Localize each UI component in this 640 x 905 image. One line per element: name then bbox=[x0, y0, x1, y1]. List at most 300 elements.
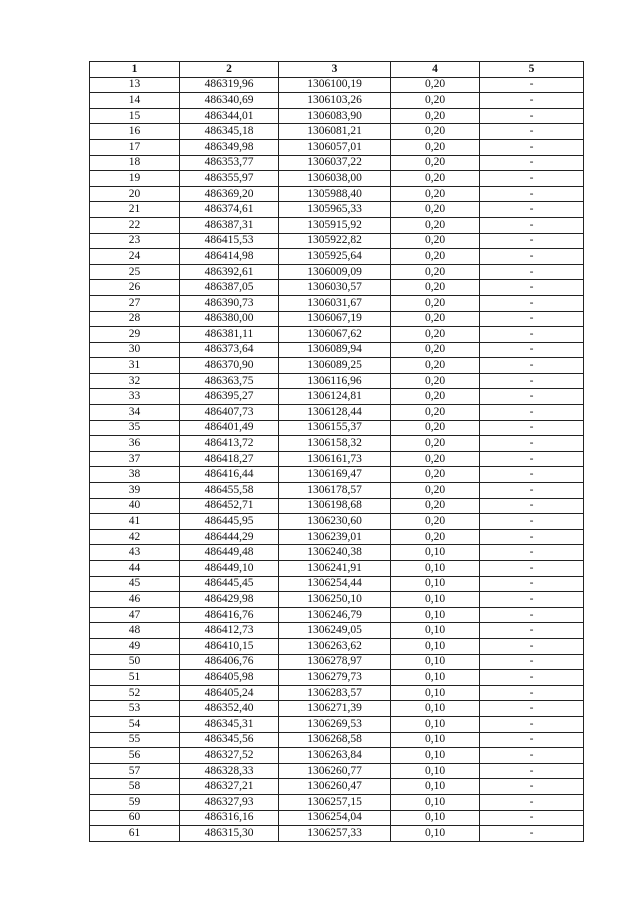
note-cell: - bbox=[480, 670, 584, 686]
x-coordinate-cell: 486327,52 bbox=[180, 748, 279, 764]
point-number-cell: 44 bbox=[90, 561, 180, 577]
point-number-cell: 52 bbox=[90, 685, 180, 701]
table-row bbox=[90, 748, 584, 764]
value-cell: 0,20 bbox=[391, 264, 480, 280]
note-cell: - bbox=[480, 498, 584, 514]
x-coordinate-cell: 486407,73 bbox=[180, 405, 279, 421]
y-coordinate-cell: 1306246,79 bbox=[279, 607, 391, 623]
y-coordinate-cell: 1306254,04 bbox=[279, 810, 391, 826]
y-coordinate-cell: 1306241,91 bbox=[279, 561, 391, 577]
note-cell: - bbox=[480, 623, 584, 639]
y-coordinate-cell: 1306239,01 bbox=[279, 529, 391, 545]
note-cell: - bbox=[480, 607, 584, 623]
x-coordinate-cell: 486344,01 bbox=[180, 108, 279, 124]
x-coordinate-cell: 486429,98 bbox=[180, 592, 279, 608]
value-cell: 0,20 bbox=[391, 451, 480, 467]
table-row bbox=[90, 451, 584, 467]
y-coordinate-cell: 1306249,05 bbox=[279, 623, 391, 639]
x-coordinate-cell: 486353,77 bbox=[180, 155, 279, 171]
value-cell: 0,20 bbox=[391, 155, 480, 171]
value-cell: 0,20 bbox=[391, 186, 480, 202]
x-coordinate-cell: 486370,90 bbox=[180, 358, 279, 374]
value-cell: 0,20 bbox=[391, 295, 480, 311]
x-coordinate-cell: 486406,76 bbox=[180, 654, 279, 670]
table-row bbox=[90, 498, 584, 514]
table-row bbox=[90, 311, 584, 327]
y-coordinate-cell: 1306278,97 bbox=[279, 654, 391, 670]
y-coordinate-cell: 1306067,62 bbox=[279, 327, 391, 343]
x-coordinate-cell: 486390,73 bbox=[180, 295, 279, 311]
note-cell: - bbox=[480, 171, 584, 187]
x-coordinate-cell: 486405,24 bbox=[180, 685, 279, 701]
table-row bbox=[90, 217, 584, 233]
point-number-cell: 61 bbox=[90, 826, 180, 842]
y-coordinate-cell: 1306057,01 bbox=[279, 139, 391, 155]
value-cell: 0,20 bbox=[391, 373, 480, 389]
table-row bbox=[90, 202, 584, 218]
point-number-cell: 50 bbox=[90, 654, 180, 670]
x-coordinate-cell: 486414,98 bbox=[180, 249, 279, 265]
table-row bbox=[90, 139, 584, 155]
x-coordinate-cell: 486449,10 bbox=[180, 561, 279, 577]
y-coordinate-cell: 1306116,96 bbox=[279, 373, 391, 389]
x-coordinate-cell: 486387,31 bbox=[180, 217, 279, 233]
value-cell: 0,20 bbox=[391, 93, 480, 109]
value-cell: 0,20 bbox=[391, 202, 480, 218]
point-number-cell: 14 bbox=[90, 93, 180, 109]
note-cell: - bbox=[480, 311, 584, 327]
table-row bbox=[90, 467, 584, 483]
value-cell: 0,10 bbox=[391, 654, 480, 670]
point-number-cell: 33 bbox=[90, 389, 180, 405]
x-coordinate-cell: 486401,49 bbox=[180, 420, 279, 436]
x-coordinate-cell: 486405,98 bbox=[180, 670, 279, 686]
point-number-cell: 18 bbox=[90, 155, 180, 171]
x-coordinate-cell: 486413,72 bbox=[180, 436, 279, 452]
table-row bbox=[90, 373, 584, 389]
point-number-cell: 30 bbox=[90, 342, 180, 358]
table-row bbox=[90, 794, 584, 810]
value-cell: 0,10 bbox=[391, 716, 480, 732]
point-number-cell: 41 bbox=[90, 514, 180, 530]
point-number-cell: 15 bbox=[90, 108, 180, 124]
point-number-cell: 28 bbox=[90, 311, 180, 327]
point-number-cell: 58 bbox=[90, 779, 180, 795]
table-row bbox=[90, 389, 584, 405]
point-number-cell: 46 bbox=[90, 592, 180, 608]
value-cell: 0,10 bbox=[391, 545, 480, 561]
note-cell: - bbox=[480, 529, 584, 545]
note-cell: - bbox=[480, 405, 584, 421]
value-cell: 0,10 bbox=[391, 607, 480, 623]
y-coordinate-cell: 1306124,81 bbox=[279, 389, 391, 405]
table-body bbox=[90, 77, 584, 841]
y-coordinate-cell: 1306257,33 bbox=[279, 826, 391, 842]
point-number-cell: 22 bbox=[90, 217, 180, 233]
point-number-cell: 35 bbox=[90, 420, 180, 436]
x-coordinate-cell: 486345,31 bbox=[180, 716, 279, 732]
y-coordinate-cell: 1305915,92 bbox=[279, 217, 391, 233]
note-cell: - bbox=[480, 77, 584, 93]
y-coordinate-cell: 1306178,57 bbox=[279, 483, 391, 499]
x-coordinate-cell: 486349,98 bbox=[180, 139, 279, 155]
column-header-2: 2 bbox=[180, 62, 279, 78]
point-number-cell: 39 bbox=[90, 483, 180, 499]
note-cell: - bbox=[480, 233, 584, 249]
y-coordinate-cell: 1306067,19 bbox=[279, 311, 391, 327]
y-coordinate-cell: 1306161,73 bbox=[279, 451, 391, 467]
y-coordinate-cell: 1306250,10 bbox=[279, 592, 391, 608]
x-coordinate-cell: 486416,44 bbox=[180, 467, 279, 483]
note-cell: - bbox=[480, 685, 584, 701]
point-number-cell: 20 bbox=[90, 186, 180, 202]
note-cell: - bbox=[480, 467, 584, 483]
y-coordinate-cell: 1306279,73 bbox=[279, 670, 391, 686]
table-row bbox=[90, 592, 584, 608]
x-coordinate-cell: 486345,18 bbox=[180, 124, 279, 140]
note-cell: - bbox=[480, 638, 584, 654]
value-cell: 0,20 bbox=[391, 249, 480, 265]
note-cell: - bbox=[480, 186, 584, 202]
note-cell: - bbox=[480, 358, 584, 374]
value-cell: 0,10 bbox=[391, 779, 480, 795]
point-number-cell: 51 bbox=[90, 670, 180, 686]
note-cell: - bbox=[480, 202, 584, 218]
point-number-cell: 32 bbox=[90, 373, 180, 389]
note-cell: - bbox=[480, 561, 584, 577]
value-cell: 0,20 bbox=[391, 342, 480, 358]
table-row bbox=[90, 826, 584, 842]
table-row bbox=[90, 810, 584, 826]
note-cell: - bbox=[480, 280, 584, 296]
point-number-cell: 57 bbox=[90, 763, 180, 779]
y-coordinate-cell: 1306089,94 bbox=[279, 342, 391, 358]
table-row bbox=[90, 93, 584, 109]
table-header bbox=[90, 62, 584, 78]
y-coordinate-cell: 1306198,68 bbox=[279, 498, 391, 514]
value-cell: 0,10 bbox=[391, 576, 480, 592]
note-cell: - bbox=[480, 701, 584, 717]
point-number-cell: 54 bbox=[90, 716, 180, 732]
table-row bbox=[90, 264, 584, 280]
value-cell: 0,20 bbox=[391, 233, 480, 249]
table-row bbox=[90, 327, 584, 343]
table-row bbox=[90, 124, 584, 140]
x-coordinate-cell: 486445,45 bbox=[180, 576, 279, 592]
x-coordinate-cell: 486315,30 bbox=[180, 826, 279, 842]
table-row bbox=[90, 77, 584, 93]
y-coordinate-cell: 1306155,37 bbox=[279, 420, 391, 436]
point-number-cell: 19 bbox=[90, 171, 180, 187]
y-coordinate-cell: 1306128,44 bbox=[279, 405, 391, 421]
y-coordinate-cell: 1306103,26 bbox=[279, 93, 391, 109]
y-coordinate-cell: 1306030,57 bbox=[279, 280, 391, 296]
table-row bbox=[90, 779, 584, 795]
x-coordinate-cell: 486355,97 bbox=[180, 171, 279, 187]
table-row bbox=[90, 280, 584, 296]
table-row bbox=[90, 763, 584, 779]
column-header-4: 4 bbox=[391, 62, 480, 78]
x-coordinate-cell: 486452,71 bbox=[180, 498, 279, 514]
x-coordinate-cell: 486395,27 bbox=[180, 389, 279, 405]
value-cell: 0,10 bbox=[391, 670, 480, 686]
note-cell: - bbox=[480, 93, 584, 109]
point-number-cell: 45 bbox=[90, 576, 180, 592]
note-cell: - bbox=[480, 264, 584, 280]
x-coordinate-cell: 486373,64 bbox=[180, 342, 279, 358]
note-cell: - bbox=[480, 389, 584, 405]
y-coordinate-cell: 1306037,22 bbox=[279, 155, 391, 171]
y-coordinate-cell: 1306269,53 bbox=[279, 716, 391, 732]
value-cell: 0,10 bbox=[391, 794, 480, 810]
note-cell: - bbox=[480, 124, 584, 140]
note-cell: - bbox=[480, 420, 584, 436]
y-coordinate-cell: 1306009,09 bbox=[279, 264, 391, 280]
table-row bbox=[90, 514, 584, 530]
table-row bbox=[90, 436, 584, 452]
point-number-cell: 27 bbox=[90, 295, 180, 311]
point-number-cell: 47 bbox=[90, 607, 180, 623]
table-row bbox=[90, 685, 584, 701]
point-number-cell: 29 bbox=[90, 327, 180, 343]
point-number-cell: 37 bbox=[90, 451, 180, 467]
x-coordinate-cell: 486455,58 bbox=[180, 483, 279, 499]
y-coordinate-cell: 1306263,84 bbox=[279, 748, 391, 764]
x-coordinate-cell: 486340,69 bbox=[180, 93, 279, 109]
table-row bbox=[90, 358, 584, 374]
note-cell: - bbox=[480, 436, 584, 452]
point-number-cell: 17 bbox=[90, 139, 180, 155]
table-row bbox=[90, 342, 584, 358]
table-row bbox=[90, 607, 584, 623]
value-cell: 0,10 bbox=[391, 810, 480, 826]
point-number-cell: 55 bbox=[90, 732, 180, 748]
point-number-cell: 60 bbox=[90, 810, 180, 826]
value-cell: 0,10 bbox=[391, 748, 480, 764]
point-number-cell: 34 bbox=[90, 405, 180, 421]
table-row bbox=[90, 638, 584, 654]
table-row bbox=[90, 576, 584, 592]
value-cell: 0,20 bbox=[391, 483, 480, 499]
x-coordinate-cell: 486412,73 bbox=[180, 623, 279, 639]
value-cell: 0,10 bbox=[391, 763, 480, 779]
note-cell: - bbox=[480, 483, 584, 499]
point-number-cell: 21 bbox=[90, 202, 180, 218]
y-coordinate-cell: 1306100,19 bbox=[279, 77, 391, 93]
value-cell: 0,20 bbox=[391, 108, 480, 124]
table-row bbox=[90, 716, 584, 732]
table-row bbox=[90, 623, 584, 639]
value-cell: 0,20 bbox=[391, 124, 480, 140]
y-coordinate-cell: 1306230,60 bbox=[279, 514, 391, 530]
note-cell: - bbox=[480, 139, 584, 155]
x-coordinate-cell: 486418,27 bbox=[180, 451, 279, 467]
point-number-cell: 49 bbox=[90, 638, 180, 654]
note-cell: - bbox=[480, 451, 584, 467]
table-row bbox=[90, 171, 584, 187]
value-cell: 0,20 bbox=[391, 217, 480, 233]
note-cell: - bbox=[480, 763, 584, 779]
point-number-cell: 42 bbox=[90, 529, 180, 545]
y-coordinate-cell: 1306271,39 bbox=[279, 701, 391, 717]
value-cell: 0,20 bbox=[391, 529, 480, 545]
point-number-cell: 43 bbox=[90, 545, 180, 561]
note-cell: - bbox=[480, 826, 584, 842]
y-coordinate-cell: 1306089,25 bbox=[279, 358, 391, 374]
note-cell: - bbox=[480, 748, 584, 764]
table-row bbox=[90, 295, 584, 311]
table-row bbox=[90, 732, 584, 748]
note-cell: - bbox=[480, 327, 584, 343]
x-coordinate-cell: 486380,00 bbox=[180, 311, 279, 327]
point-number-cell: 40 bbox=[90, 498, 180, 514]
point-number-cell: 48 bbox=[90, 623, 180, 639]
y-coordinate-cell: 1306254,44 bbox=[279, 576, 391, 592]
note-cell: - bbox=[480, 576, 584, 592]
x-coordinate-cell: 486415,53 bbox=[180, 233, 279, 249]
note-cell: - bbox=[480, 810, 584, 826]
y-coordinate-cell: 1305922,82 bbox=[279, 233, 391, 249]
y-coordinate-cell: 1305965,33 bbox=[279, 202, 391, 218]
value-cell: 0,20 bbox=[391, 358, 480, 374]
value-cell: 0,10 bbox=[391, 685, 480, 701]
point-number-cell: 25 bbox=[90, 264, 180, 280]
x-coordinate-cell: 486316,16 bbox=[180, 810, 279, 826]
point-number-cell: 38 bbox=[90, 467, 180, 483]
y-coordinate-cell: 1305925,64 bbox=[279, 249, 391, 265]
y-coordinate-cell: 1306260,47 bbox=[279, 779, 391, 795]
note-cell: - bbox=[480, 779, 584, 795]
x-coordinate-cell: 486374,61 bbox=[180, 202, 279, 218]
table-row bbox=[90, 545, 584, 561]
x-coordinate-cell: 486369,20 bbox=[180, 186, 279, 202]
note-cell: - bbox=[480, 249, 584, 265]
table-row bbox=[90, 561, 584, 577]
table-row bbox=[90, 233, 584, 249]
point-number-cell: 26 bbox=[90, 280, 180, 296]
value-cell: 0,20 bbox=[391, 420, 480, 436]
value-cell: 0,20 bbox=[391, 139, 480, 155]
y-coordinate-cell: 1306240,38 bbox=[279, 545, 391, 561]
column-header-1: 1 bbox=[90, 62, 180, 78]
value-cell: 0,20 bbox=[391, 311, 480, 327]
point-number-cell: 36 bbox=[90, 436, 180, 452]
note-cell: - bbox=[480, 108, 584, 124]
x-coordinate-cell: 486410,15 bbox=[180, 638, 279, 654]
point-number-cell: 24 bbox=[90, 249, 180, 265]
column-header-5: 5 bbox=[480, 62, 584, 78]
value-cell: 0,10 bbox=[391, 561, 480, 577]
y-coordinate-cell: 1306283,57 bbox=[279, 685, 391, 701]
table-row bbox=[90, 483, 584, 499]
note-cell: - bbox=[480, 545, 584, 561]
table-row bbox=[90, 186, 584, 202]
y-coordinate-cell: 1306260,77 bbox=[279, 763, 391, 779]
x-coordinate-cell: 486449,48 bbox=[180, 545, 279, 561]
note-cell: - bbox=[480, 794, 584, 810]
table-row bbox=[90, 155, 584, 171]
value-cell: 0,10 bbox=[391, 826, 480, 842]
y-coordinate-cell: 1306263,62 bbox=[279, 638, 391, 654]
x-coordinate-cell: 486345,56 bbox=[180, 732, 279, 748]
x-coordinate-cell: 486319,96 bbox=[180, 77, 279, 93]
note-cell: - bbox=[480, 654, 584, 670]
table-row bbox=[90, 670, 584, 686]
header-row bbox=[90, 62, 584, 78]
table-row bbox=[90, 529, 584, 545]
x-coordinate-cell: 486327,93 bbox=[180, 794, 279, 810]
table-row bbox=[90, 108, 584, 124]
y-coordinate-cell: 1306169,47 bbox=[279, 467, 391, 483]
point-number-cell: 59 bbox=[90, 794, 180, 810]
note-cell: - bbox=[480, 155, 584, 171]
x-coordinate-cell: 486416,76 bbox=[180, 607, 279, 623]
value-cell: 0,20 bbox=[391, 389, 480, 405]
value-cell: 0,10 bbox=[391, 638, 480, 654]
table-row bbox=[90, 420, 584, 436]
note-cell: - bbox=[480, 732, 584, 748]
y-coordinate-cell: 1305988,40 bbox=[279, 186, 391, 202]
table-row bbox=[90, 405, 584, 421]
point-number-cell: 16 bbox=[90, 124, 180, 140]
value-cell: 0,20 bbox=[391, 467, 480, 483]
y-coordinate-cell: 1306257,15 bbox=[279, 794, 391, 810]
table-row bbox=[90, 249, 584, 265]
value-cell: 0,10 bbox=[391, 701, 480, 717]
y-coordinate-cell: 1306083,90 bbox=[279, 108, 391, 124]
point-number-cell: 56 bbox=[90, 748, 180, 764]
x-coordinate-cell: 486327,21 bbox=[180, 779, 279, 795]
note-cell: - bbox=[480, 217, 584, 233]
note-cell: - bbox=[480, 514, 584, 530]
y-coordinate-cell: 1306081,21 bbox=[279, 124, 391, 140]
x-coordinate-cell: 486363,75 bbox=[180, 373, 279, 389]
point-number-cell: 31 bbox=[90, 358, 180, 374]
y-coordinate-cell: 1306268,58 bbox=[279, 732, 391, 748]
y-coordinate-cell: 1306158,32 bbox=[279, 436, 391, 452]
table-row bbox=[90, 701, 584, 717]
value-cell: 0,20 bbox=[391, 77, 480, 93]
x-coordinate-cell: 486392,61 bbox=[180, 264, 279, 280]
x-coordinate-cell: 486352,40 bbox=[180, 701, 279, 717]
value-cell: 0,10 bbox=[391, 732, 480, 748]
note-cell: - bbox=[480, 342, 584, 358]
value-cell: 0,10 bbox=[391, 623, 480, 639]
table-row bbox=[90, 654, 584, 670]
y-coordinate-cell: 1306031,67 bbox=[279, 295, 391, 311]
x-coordinate-cell: 486445,95 bbox=[180, 514, 279, 530]
value-cell: 0,20 bbox=[391, 327, 480, 343]
value-cell: 0,20 bbox=[391, 405, 480, 421]
note-cell: - bbox=[480, 295, 584, 311]
point-number-cell: 13 bbox=[90, 77, 180, 93]
value-cell: 0,20 bbox=[391, 514, 480, 530]
note-cell: - bbox=[480, 592, 584, 608]
x-coordinate-cell: 486387,05 bbox=[180, 280, 279, 296]
value-cell: 0,20 bbox=[391, 280, 480, 296]
column-header-3: 3 bbox=[279, 62, 391, 78]
x-coordinate-cell: 486328,33 bbox=[180, 763, 279, 779]
note-cell: - bbox=[480, 373, 584, 389]
x-coordinate-cell: 486444,29 bbox=[180, 529, 279, 545]
value-cell: 0,20 bbox=[391, 171, 480, 187]
value-cell: 0,20 bbox=[391, 498, 480, 514]
y-coordinate-cell: 1306038,00 bbox=[279, 171, 391, 187]
coordinates-table bbox=[89, 61, 584, 842]
value-cell: 0,20 bbox=[391, 436, 480, 452]
point-number-cell: 23 bbox=[90, 233, 180, 249]
point-number-cell: 53 bbox=[90, 701, 180, 717]
